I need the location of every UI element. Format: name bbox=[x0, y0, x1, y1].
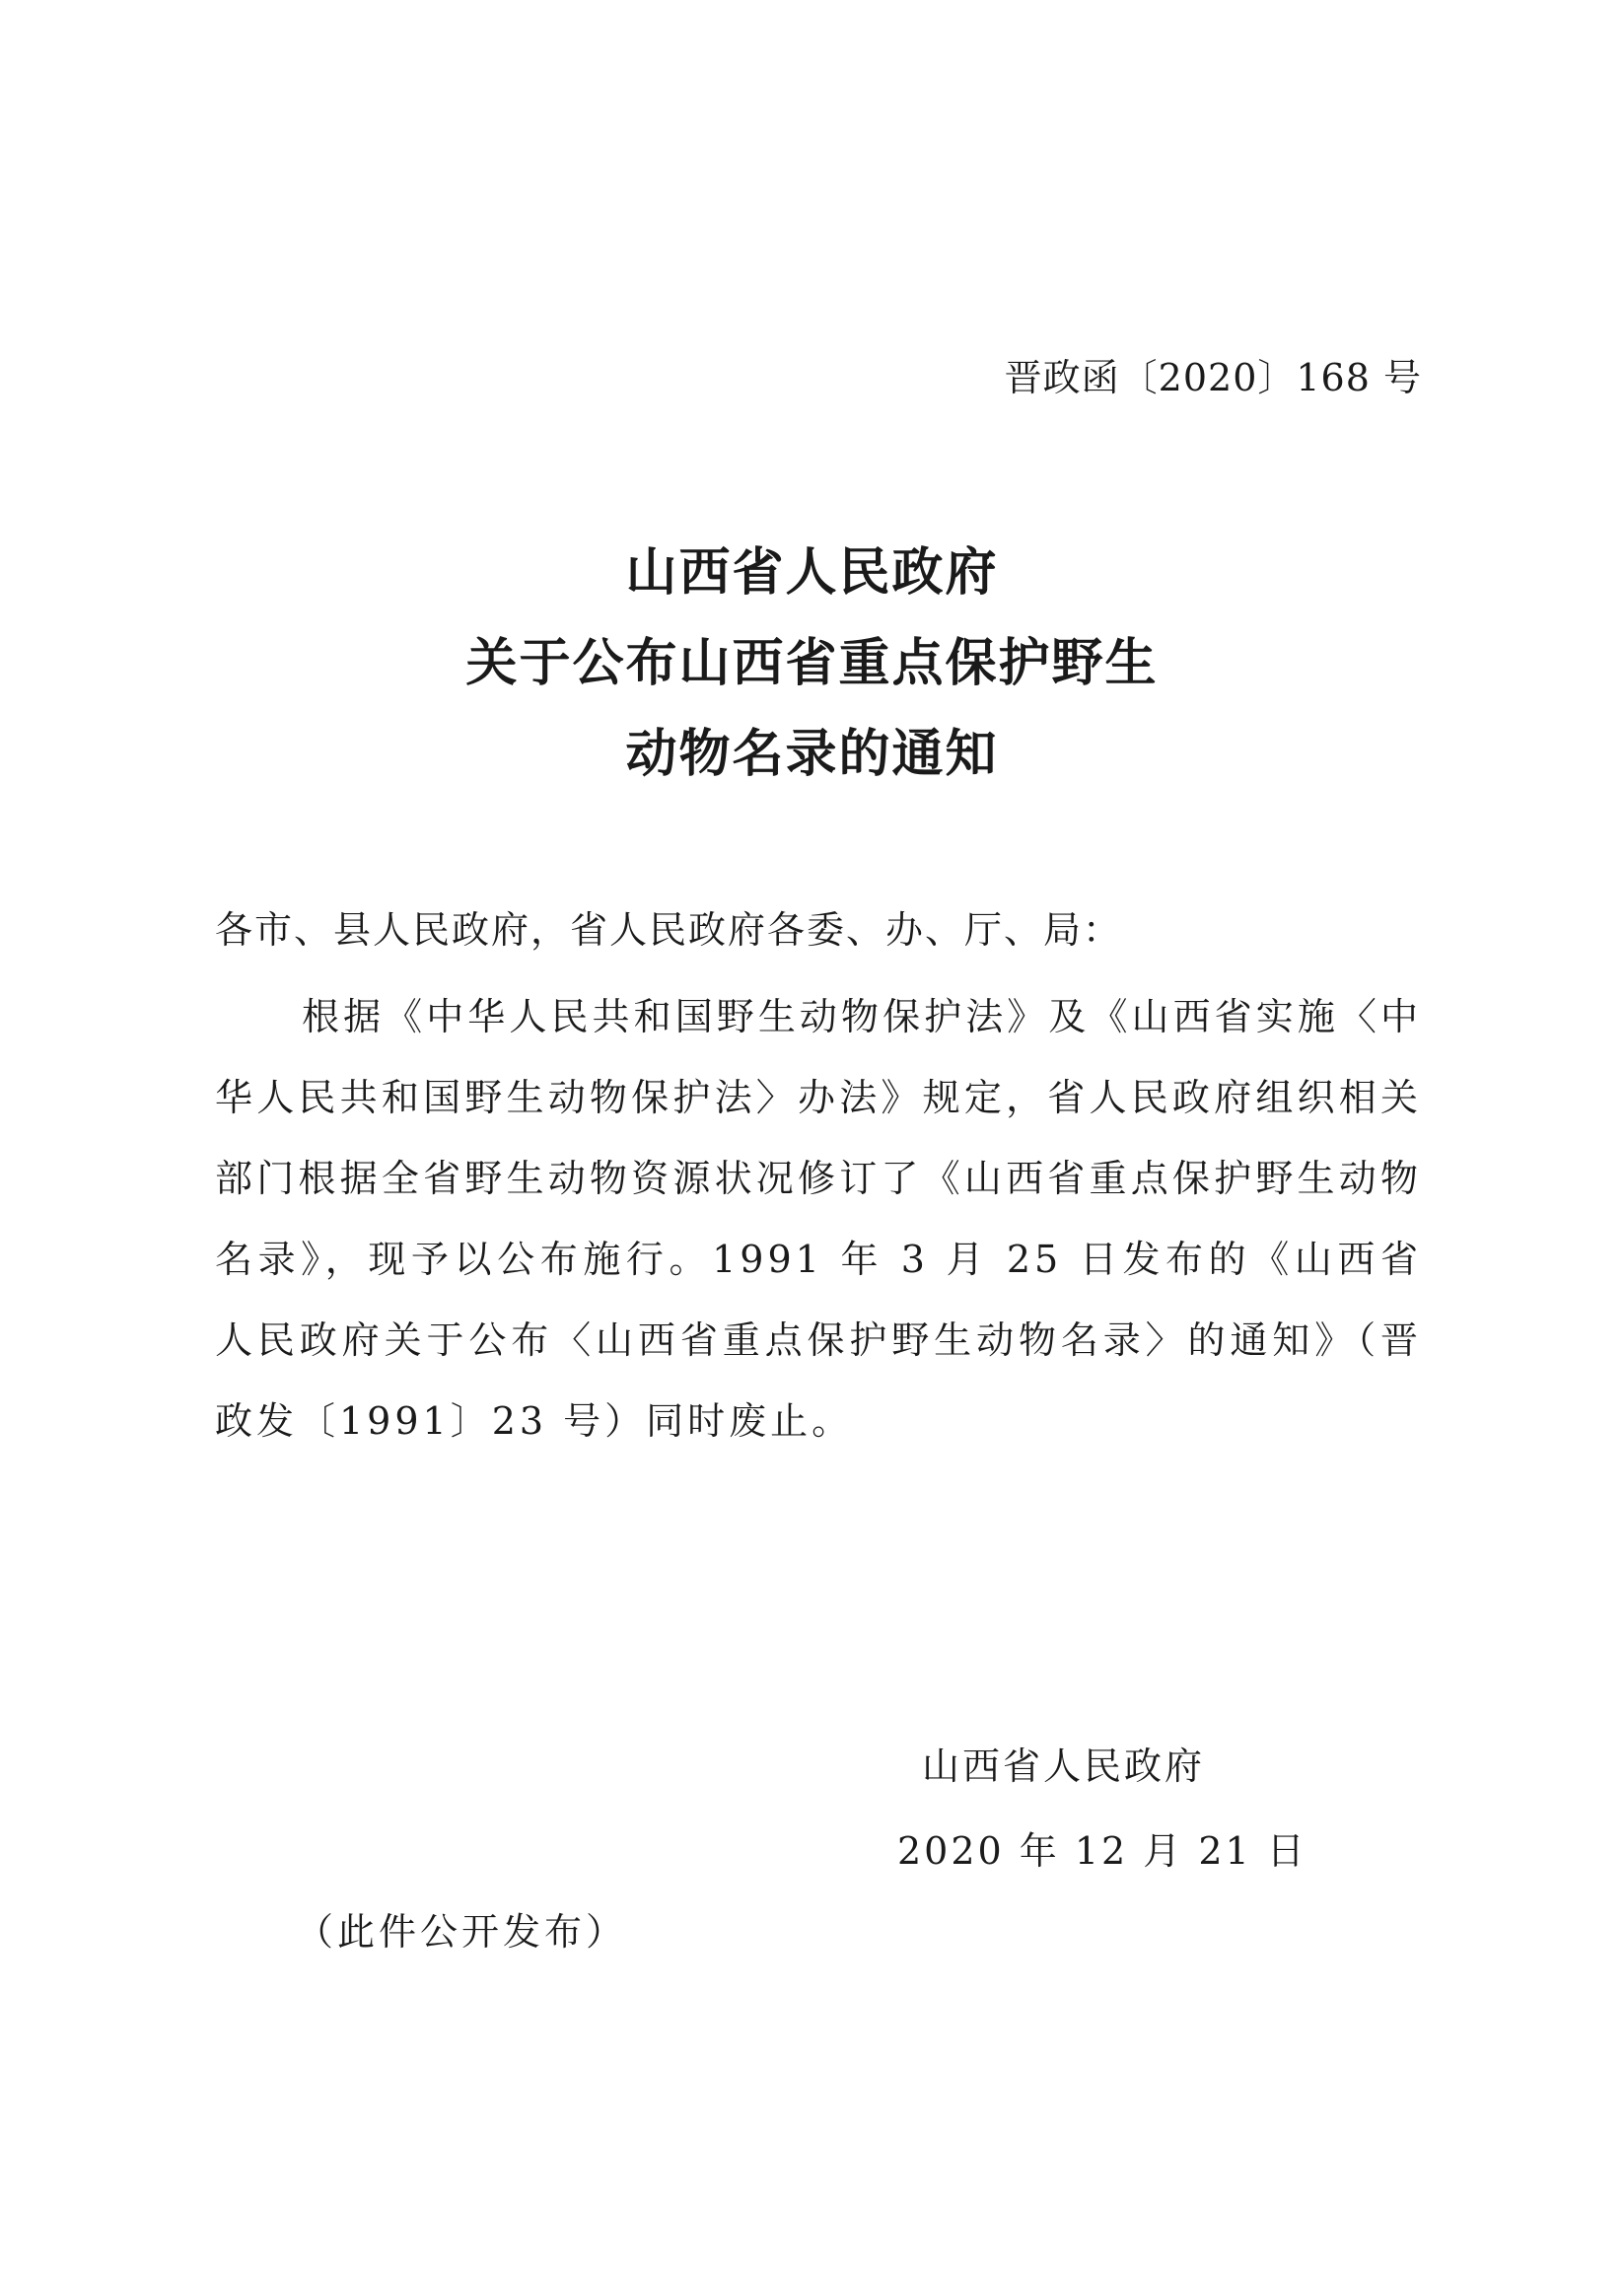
body-paragraph: 根据《中华人民共和国野生动物保护法》及《山西省实施〈中华人民共和国野生动物保护法〉办法》规定，省人民政府组织相关部门根据全省野生动物资源状况修订了《山西省重点保护野生动物名录》，现予以公布施行。1991 年 3 月 25 日发布的《山西省人民政府关于公布〈山西省重点保护野生动物名录〉的通知》（晋政发〔1991〕23 号）同时废止。 bbox=[215, 995, 1422, 1443]
document-number: 晋政函〔2020〕168 号 bbox=[1004, 356, 1422, 399]
publication-note: （此件公开发布） bbox=[296, 1910, 628, 1954]
issuer-name: 山西省人民政府 bbox=[922, 1744, 1206, 1788]
issue-date: 2020 年 12 月 21 日 bbox=[897, 1829, 1307, 1873]
salutation: 各市、县人民政府，省人民政府各委、办、厅、局： bbox=[215, 908, 1123, 952]
document-title bbox=[0, 528, 1624, 800]
title-line-1: 山西省人民政府 bbox=[625, 542, 999, 603]
title-line-3: 动物名录的通知 bbox=[625, 724, 999, 784]
title-line-2: 关于公布山西省重点保护野生 bbox=[465, 633, 1159, 693]
